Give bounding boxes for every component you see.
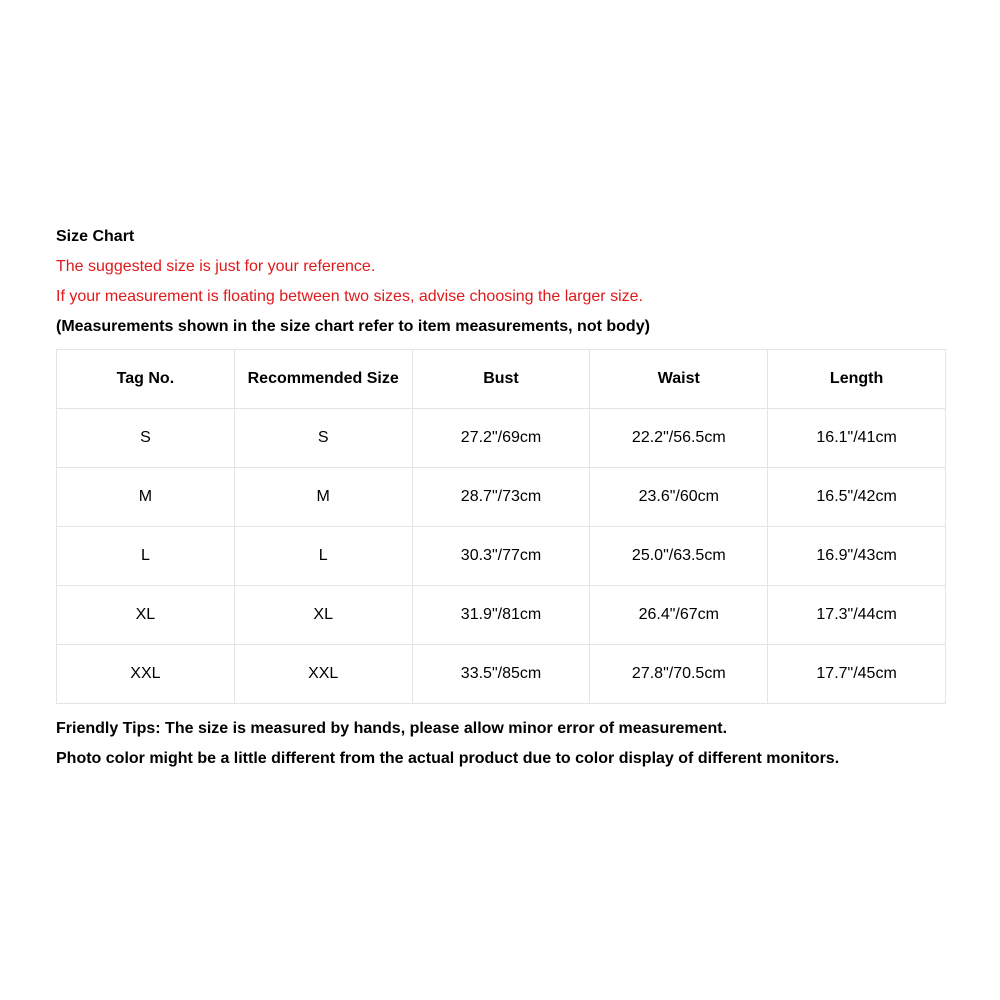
cell-recommended-size: L <box>234 527 412 586</box>
cell-bust: 28.7"/73cm <box>412 468 590 527</box>
cell-length: 17.3"/44cm <box>768 586 946 645</box>
tips-section <box>56 714 946 774</box>
cell-bust: 27.2"/69cm <box>412 409 590 468</box>
table-header-row <box>57 350 946 409</box>
cell-bust: 33.5"/85cm <box>412 645 590 704</box>
cell-waist: 27.8"/70.5cm <box>590 645 768 704</box>
cell-tag-no: M <box>57 468 235 527</box>
cell-tag-no: L <box>57 527 235 586</box>
cell-recommended-size: XL <box>234 586 412 645</box>
cell-recommended-size: S <box>234 409 412 468</box>
table-row <box>57 527 946 586</box>
friendly-tips: Friendly Tips: The size is measured by hands, please allow minor error of measurement. <box>56 720 728 737</box>
cell-tag-no: XXL <box>57 645 235 704</box>
cell-length: 16.5"/42cm <box>768 468 946 527</box>
header-tag-no: Tag No. <box>57 350 235 409</box>
cell-length: 16.9"/43cm <box>768 527 946 586</box>
cell-tag-no: XL <box>57 586 235 645</box>
cell-waist: 23.6"/60cm <box>590 468 768 527</box>
cell-waist: 26.4"/67cm <box>590 586 768 645</box>
cell-waist: 22.2"/56.5cm <box>590 409 768 468</box>
cell-recommended-size: M <box>234 468 412 527</box>
cell-length: 16.1"/41cm <box>768 409 946 468</box>
table-row <box>57 409 946 468</box>
header-recommended-size: Recommended Size <box>234 350 412 409</box>
cell-bust: 30.3"/77cm <box>412 527 590 586</box>
cell-recommended-size: XXL <box>234 645 412 704</box>
header-bust: Bust <box>412 350 590 409</box>
table-row <box>57 586 946 645</box>
table-row <box>57 645 946 704</box>
table-row <box>57 468 946 527</box>
size-table <box>56 349 946 704</box>
cell-bust: 31.9"/81cm <box>412 586 590 645</box>
cell-waist: 25.0"/63.5cm <box>590 527 768 586</box>
reference-note: The suggested size is just for your reference. <box>56 258 376 275</box>
measurement-note: (Measurements shown in the size chart refer to item measurements, not body) <box>56 318 650 335</box>
cell-length: 17.7"/45cm <box>768 645 946 704</box>
header-length: Length <box>768 350 946 409</box>
size-chart-title: Size Chart <box>56 228 135 245</box>
floating-size-note: If your measurement is floating between two sizes, advise choosing the larger size. <box>56 288 643 305</box>
cell-tag-no: S <box>57 409 235 468</box>
photo-color-note: Photo color might be a little different from the actual product due to color display of different monitors. <box>56 750 840 767</box>
header-waist: Waist <box>590 350 768 409</box>
size-chart-document <box>56 222 946 774</box>
